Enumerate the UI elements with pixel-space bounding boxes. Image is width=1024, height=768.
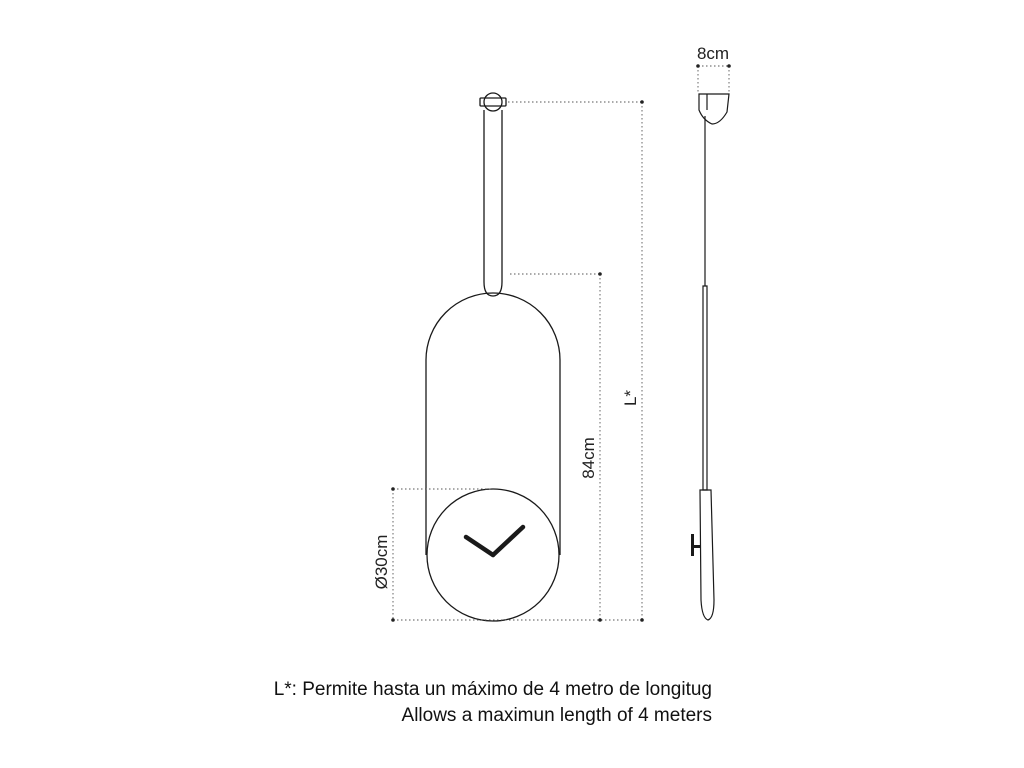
dim-dot: [640, 618, 644, 622]
frame-height-label: 84cm: [579, 437, 598, 479]
dim-dot: [696, 64, 700, 68]
side-hand-mark: [694, 545, 700, 548]
hanging-strap: [484, 110, 502, 296]
caption-spanish: L*: Permite hasta un máximo de 4 metro de longitug: [273, 679, 712, 700]
oval-frame: [426, 293, 560, 555]
dim-dot: [598, 272, 602, 276]
dim-dot: [727, 64, 731, 68]
dimension-end-dots: [391, 64, 731, 622]
dim-dot: [598, 618, 602, 622]
minute-hand: [493, 527, 523, 555]
diameter-label: Ø30cm: [372, 534, 391, 590]
dim-dot: [391, 487, 395, 491]
side-hands: [691, 534, 700, 556]
side-view: [699, 94, 729, 620]
dimension-lines: [393, 66, 729, 620]
depth-label: 8cm: [696, 44, 730, 63]
side-wall-mount: [699, 94, 729, 124]
side-clock-body: [700, 490, 714, 620]
side-frame-bar: [703, 286, 707, 490]
hour-hand: [466, 537, 493, 555]
dim-dot: [640, 100, 644, 104]
front-view: [426, 93, 560, 621]
side-hand-mark: [691, 534, 694, 556]
dim-dot: [391, 618, 395, 622]
wall-mount: [484, 93, 502, 111]
clock-hands: [466, 527, 523, 555]
length-label: L*: [621, 389, 640, 407]
caption-english: Allows a maximun length of 4 meters: [401, 705, 712, 726]
